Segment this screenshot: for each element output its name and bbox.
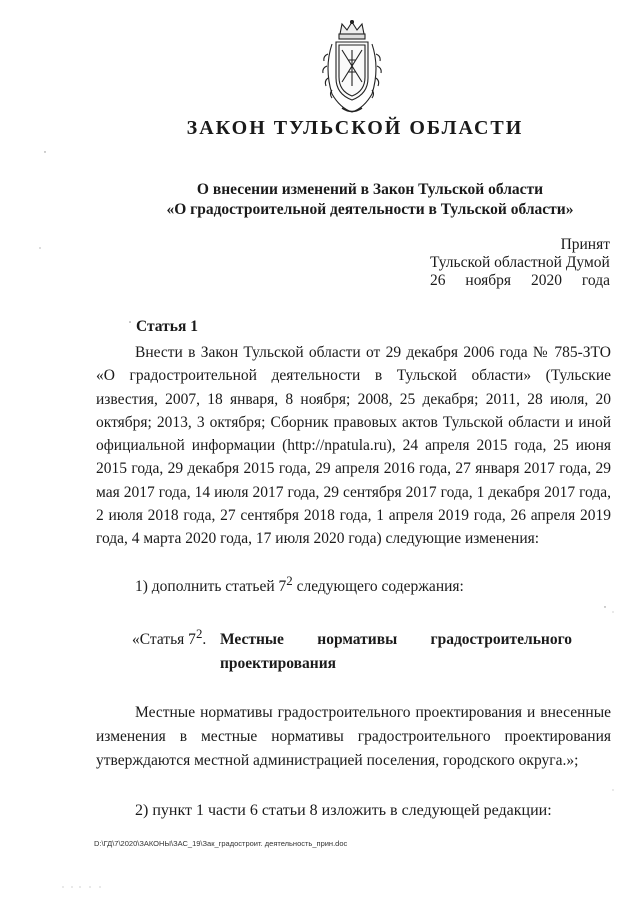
adopted-day: 26 <box>430 272 446 289</box>
item1-prefix: 1) дополнить статьей 7 <box>135 578 287 596</box>
item1-suffix: следующего содержания: <box>292 578 464 596</box>
new-article-title-line-2: проектирования <box>220 655 337 673</box>
adopted-year-word: года <box>581 272 610 289</box>
adopted-label: Принят <box>560 236 610 253</box>
amendment-item-2: 2) пункт 1 части 6 статьи 8 изложить в следующей редакции: <box>135 802 552 819</box>
adopted-by: Тульской областной Думой <box>430 254 610 271</box>
adopted-month: ноября <box>465 272 512 289</box>
law-title-text: ЗАКОН ТУЛЬСКОЙ ОБЛАСТИ <box>186 117 524 139</box>
norms-paragraph: Местные нормативы градостроительного проектирования и внесенные изменения в местные нормативы градостроительного проектирования утверждаются местной администрацией поселения, городского округа.»; <box>96 704 611 769</box>
new-article-dot: . <box>202 631 207 649</box>
article-heading: Статья 1 <box>136 318 198 335</box>
file-path-footer: D:\ГД\7\2020\ЗАКОНЫ\ЗАС_19\Зак_градостроит. деятельность_прин.doc <box>94 839 348 848</box>
article-intro-paragraph: Внести в Закон Тульской области от 29 декабря 2006 года № 785-ЗТО «О градостроительной деятельности в Тульской области» (Тульские известия, 2007, 18 января, 8 ноября; 2008, 25 декабря; 2011, 28 июля, 20 октября; 2013, 3 октября; Сборник правовых актов Тульской области и иной официальной информации (http://npatula.ru), 24 апреля 2015 года, 25 июня 2015 года, 29 декабря 2015 года, 29 апреля 2016 года, 27 января 2017 года, 29 мая 2017 года, 14 июля 2017 года, 29 сентября 2017 года, 1 декабря 2017 года, 2 июля 2018 года, 27 сентября 2018 года, 1 апреля 2019 года, 26 апреля 2019 года, 4 марта 2020 года, 17 июля 2020 года) следующие изменения: <box>96 344 611 548</box>
item1-superscript: 2 <box>286 573 293 588</box>
subtitle-line-2: «О градостроительной деятельности в Тульской области» <box>166 201 574 218</box>
new-article-title-word-3: градостроительного <box>430 631 572 649</box>
subtitle-line-1: О внесении изменений в Закон Тульской области <box>196 181 544 198</box>
new-article-superscript: 2 <box>195 626 203 641</box>
new-article-label-text: «Статья 7 <box>132 631 196 649</box>
adopted-year: 2020 <box>531 272 562 289</box>
new-article-title-word-1: Местные <box>220 631 284 649</box>
new-article-title-word-2: нормативы <box>317 631 398 649</box>
